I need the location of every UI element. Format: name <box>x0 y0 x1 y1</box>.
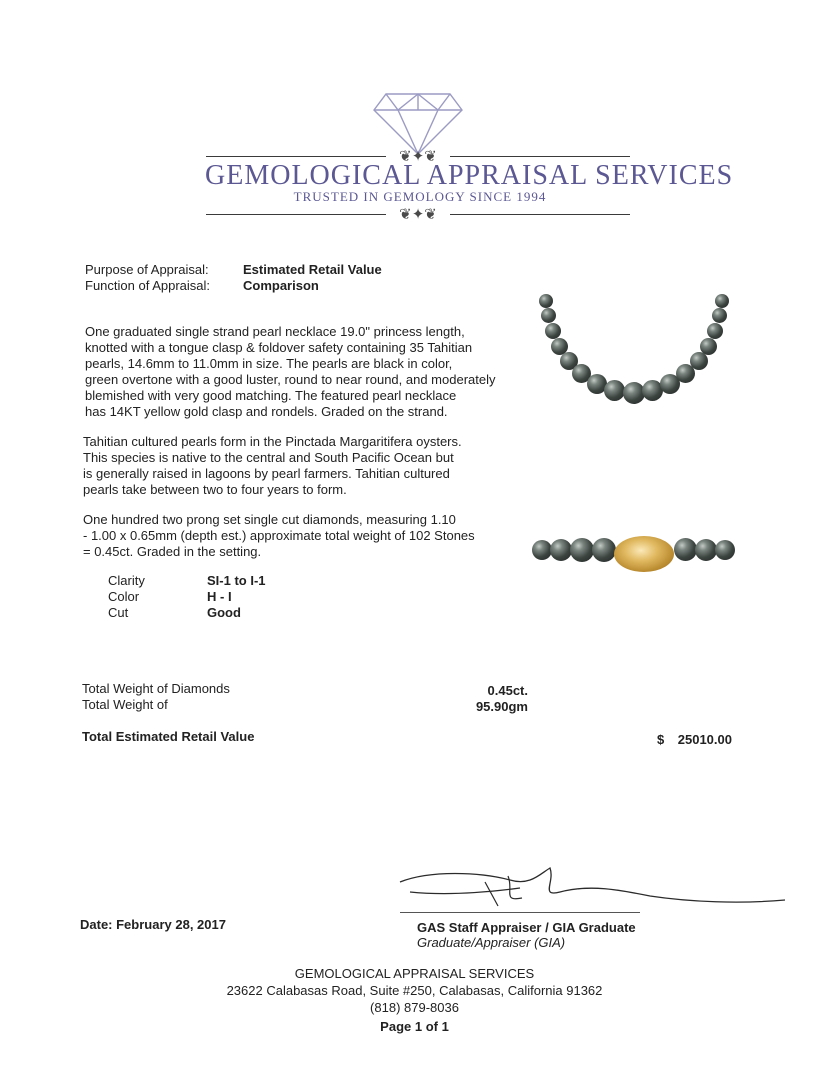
ornament-icon: ❦✦❦ <box>399 205 437 223</box>
color-value: H - I <box>207 589 232 604</box>
purpose-label: Purpose of Appraisal: <box>85 262 209 277</box>
pearl <box>550 539 572 561</box>
text-line: knotted with a tongue clasp & foldover safety containing 35 Tahitian <box>85 340 473 355</box>
total-retail-label: Total Estimated Retail Value <box>82 729 255 744</box>
header-rule-bottom-right <box>450 214 630 215</box>
page-number: Page 1 of 1 <box>380 1019 449 1034</box>
clarity-value: SI-1 to I-1 <box>207 573 266 588</box>
total-diamonds-value: 0.45ct. <box>487 683 528 698</box>
text-line: Tahitian cultured pearls form in the Pinctada Margaritifera oysters. <box>83 434 462 449</box>
text-line: has 14KT yellow gold clasp and rondels. Graded on the strand. <box>85 404 448 419</box>
pearl <box>695 539 717 561</box>
footer-address: 23622 Calabasas Road, Suite #250, Calabasas, California 91362 <box>226 983 603 998</box>
header-rule-bottom-left <box>206 214 386 215</box>
text-line: One hundred two prong set single cut diamonds, measuring 1.10 <box>83 512 456 527</box>
pearl <box>700 338 717 355</box>
gold-clasp <box>614 536 674 572</box>
appraiser-subtitle: Graduate/Appraiser (GIA) <box>417 935 566 950</box>
description-paragraph-tahitian <box>83 434 462 498</box>
total-weight-value: 95.90gm <box>475 699 528 714</box>
pearl-necklace-photo <box>535 292 735 407</box>
header-rule-top-left <box>206 156 386 157</box>
header-rule-top-right <box>450 156 630 157</box>
signature-image <box>390 862 790 912</box>
footer-company: GEMOLOGICAL APPRAISAL SERVICES <box>294 966 535 981</box>
text-line: pearls take between two to four years to form. <box>83 482 347 497</box>
cut-label: Cut <box>108 605 129 620</box>
total-retail-value: 25010.00 <box>677 732 732 747</box>
purpose-value: Estimated Retail Value <box>243 262 382 277</box>
total-weight-label: Total Weight of <box>82 697 168 712</box>
text-line: = 0.45ct. Graded in the setting. <box>83 544 262 559</box>
company-title: GEMOLOGICAL APPRAISAL SERVICES <box>205 160 734 191</box>
description-paragraph-diamonds <box>83 512 475 560</box>
currency-symbol: $ <box>657 732 665 747</box>
pearl <box>674 538 697 561</box>
total-diamonds-label: Total Weight of Diamonds <box>82 681 230 696</box>
text-line: pearls, 14.6mm to 11.0mm in size. The pearls are black in color, <box>85 356 453 371</box>
appraiser-title: GAS Staff Appraiser / GIA Graduate <box>417 920 636 935</box>
pearl <box>532 540 552 560</box>
color-label: Color <box>108 589 140 604</box>
pearl <box>715 540 735 560</box>
pearl <box>570 538 594 562</box>
function-label: Function of Appraisal: <box>85 278 211 293</box>
pearl <box>715 294 729 308</box>
text-line: green overtone with a good luster, round to near round, and moderately <box>85 372 496 387</box>
cut-value: Good <box>207 605 241 620</box>
footer-phone: (818) 879-8036 <box>370 1000 459 1015</box>
signature-rule <box>400 912 640 913</box>
appraisal-date: Date: February 28, 2017 <box>80 917 226 932</box>
pearl <box>712 308 727 323</box>
text-line: is generally raised in lagoons by pearl farmers. Tahitian cultured <box>83 466 450 481</box>
text-line: One graduated single strand pearl necklace 19.0" princess length, <box>85 324 465 339</box>
pearl <box>541 308 556 323</box>
pearl <box>539 294 553 308</box>
pearl <box>604 380 625 401</box>
company-tagline: TRUSTED IN GEMOLOGY SINCE 1994 <box>293 189 547 204</box>
ornament-icon: ❦✦❦ <box>399 147 437 165</box>
clarity-label: Clarity <box>108 573 145 588</box>
text-line: This species is native to the central and South Pacific Ocean but <box>83 450 454 465</box>
text-line: - 1.00 x 0.65mm (depth est.) approximate total weight of 102 Stones <box>83 528 475 543</box>
pearl <box>707 323 723 339</box>
function-value: Comparison <box>243 278 319 293</box>
description-paragraph-necklace <box>85 324 496 420</box>
pearl <box>545 323 561 339</box>
pearl <box>592 538 616 562</box>
text-line: blemished with very good matching. The featured pearl necklace <box>85 388 457 403</box>
clasp-detail-photo <box>532 534 737 576</box>
